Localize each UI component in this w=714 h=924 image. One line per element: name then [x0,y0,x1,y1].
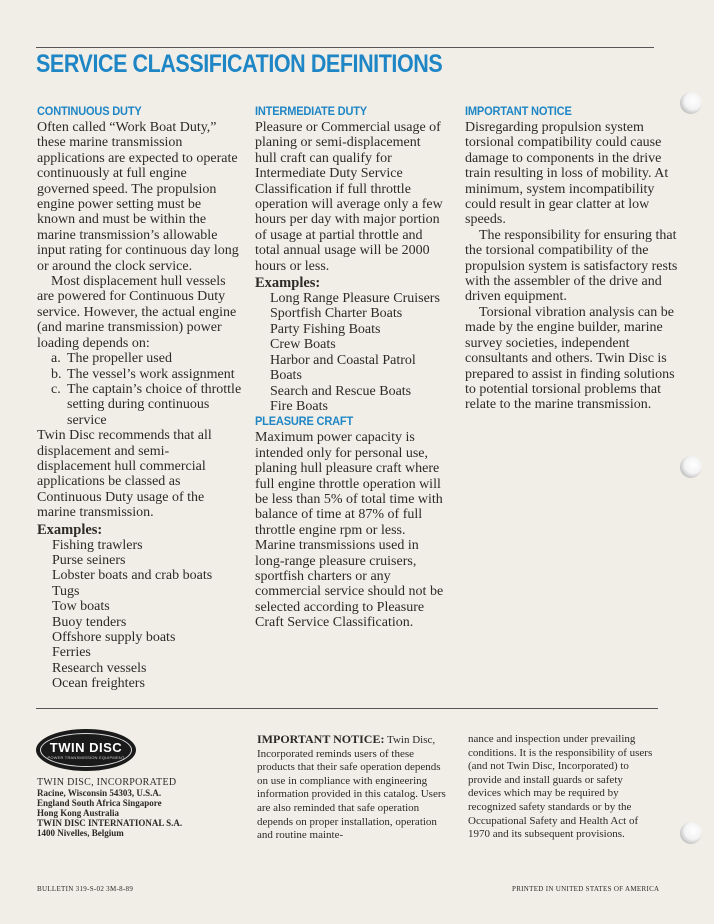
list-item [37,351,242,366]
list-text: The vessel’s work assignment [67,366,235,382]
list-item [37,367,242,382]
address-line: England South Africa Singapore [37,798,162,808]
address-line: TWIN DISC INTERNATIONAL S.A. [37,818,183,828]
continuous-duty-heading: CONTINUOUS DUTY [37,104,142,118]
bulletin-number: BULLETIN 319-S-02 3M-8-89 [37,885,134,893]
important-notice-para1: Disregarding propulsion system torsional compatibility could cause damage to components in the drive train resulting in loss of mobility. At minimum, system incompatibility could result in gear clatter at low speeds. [465,120,669,228]
binder-hole-top [680,92,702,114]
page-title: SERVICE CLASSIFICATION DEFINITIONS [36,50,443,78]
company-address [37,777,237,838]
logo-name: TWIN DISC [49,739,123,755]
printed-in: PRINTED IN UNITED STATES OF AMERICA [512,885,660,893]
continuous-examples-heading: Examples: [37,521,103,538]
pleasure-craft-para: Maximum power capacity is intended only for personal use, planing hull pleasure craft where full engine throttle operation will be less than 5% of total time with balance of time at 87% of full throttle engine rpm or less. Marine transmissions used in long-range pleasure cruisers, sportfish charters or any commercial service should not be selected according to Pleasure Craft Service Classification. [255,430,444,631]
important-notice-section [465,104,680,413]
list-text: The captain’s choice of throttle setting during continuous service [67,381,242,428]
list-item: Long Range Pleasure Cruisers [270,291,440,307]
top-rule [36,47,654,48]
safety-notice-text2: nance and inspection under prevailing conditions. It is the responsibility of users (and not Twin Disc, Incorporated) to provide and install guards or safety devices which may be required by recognized safety standards or by the Occupational Safety and Health Act of 1970 and its subsequent provisions. [468,733,653,841]
safety-notice-text1: Twin Disc, Incorporated reminds users of these products that their safe operation depends on use in compliance with engineering information provided in this catalog. Users are also reminded that safe operation depends on proper installation, operation and routine mainte- [257,734,446,842]
list-text: The propeller used [67,351,172,367]
continuous-duty-para3: Twin Disc recommends that all displacement and semi-displacement hull commercial applications be classed as Continuous Duty usage of the marine transmission. [37,428,212,521]
list-item: Ocean freighters [52,676,145,692]
safety-notice-col1 [257,733,449,843]
important-notice-heading: IMPORTANT NOTICE [465,104,572,118]
list-mark: b. [51,366,62,382]
important-notice-para3: Torsional vibration analysis can be made by the engine builder, marine survey societies, independent consultants and others. Twin Disc is prepared to assist in finding solutions to potential torsional problems that relate to the marine transmission. [465,304,675,413]
twin-disc-logo [36,729,136,771]
continuous-duty-para1: Often called “Work Boat Duty,” these marine transmission applications are expected to operate continuously at full engine governed speed. The propulsion engine power setting must be known and must be within the marine transmission’s allowable input rating for continuous day long or around the clock service. [37,120,239,274]
list-item: Purse seiners [52,552,126,568]
company-name: TWIN DISC, INCORPORATED [37,777,177,788]
safety-notice-col2 [468,733,658,842]
safety-notice-heading: IMPORTANT NOTICE: [257,732,385,746]
list-item: Buoy tenders [52,614,127,630]
pleasure-craft-heading: PLEASURE CRAFT [255,414,354,429]
list-item: Crew Boats [270,337,336,353]
logo-tagline: POWER TRANSMISSION EQUIPMENT [47,754,125,760]
list-mark: a. [51,351,61,367]
list-item: Harbor and Coastal Patrol Boats [270,352,416,384]
list-item: Fire Boats [270,398,328,414]
list-item: Sportfish Charter Boats [270,306,403,322]
list-item: Tugs [52,583,80,599]
list-item: Ferries [52,645,91,661]
list-item: Offshore supply boats [52,630,176,645]
list-item: Search and Rescue Boats [270,383,412,399]
binder-hole-middle [680,456,702,478]
address-line: Hong Kong Australia [37,808,120,818]
intermediate-examples-list [255,291,445,414]
intermediate-examples-heading: Examples: [255,275,321,292]
intermediate-duty-para: Pleasure or Commercial usage of planing or semi-displacement hull craft can qualify for Intermediate Duty Service Classification if full throttle operation will average only a few hours per day with major portion of usage at partial throttle and total annual usage will be 2000 hours or less. [255,120,443,274]
continuous-duty-section [37,104,242,692]
list-item: Fishing trawlers [52,537,143,553]
important-notice-para2: The responsibility for ensuring that the torsional compatibility of the propulsion system is satisfactory rests with the assembler of the drive and driven equipment. [465,227,678,305]
list-mark: c. [51,381,61,397]
list-item: Party Fishing Boats [270,321,381,337]
continuous-examples-list [37,538,242,692]
continuous-duty-para2: Most displacement hull vessels are powered for Continuous Duty service. However, the actual engine (and marine transmission) power loading depends on: [37,274,237,351]
list-item: Research vessels [52,660,147,676]
intermediate-duty-heading: INTERMEDIATE DUTY [255,104,367,118]
list-item: Tow boats [52,599,110,615]
binder-hole-bottom [680,822,702,844]
list-item: Lobster boats and crab boats [52,568,213,584]
list-item [37,382,242,428]
address-line: 1400 Nivelles, Belgium [37,828,124,838]
power-loading-list [37,351,242,428]
intermediate-duty-section [255,104,445,631]
address-line: Racine, Wisconsin 54303, U.S.A. [37,788,162,798]
bottom-rule [36,708,658,709]
